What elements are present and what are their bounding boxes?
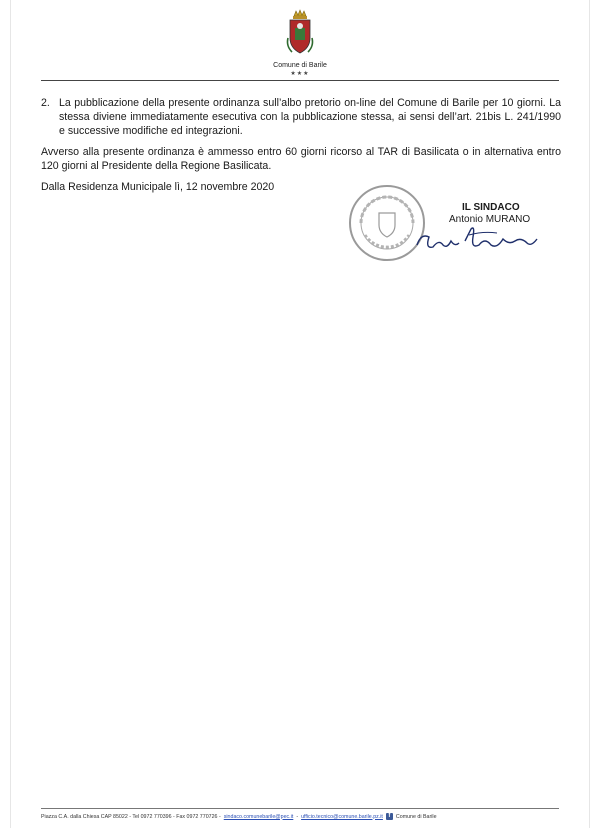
handwritten-signature-icon (413, 223, 543, 259)
list-item (41, 96, 561, 139)
pec-link[interactable]: sindaco.comunebarile@pec.it (223, 813, 294, 820)
coat-of-arms-icon (284, 8, 316, 58)
item-number: 2. (41, 97, 50, 109)
document-page (10, 0, 590, 828)
header-stars: ★★★ (290, 71, 310, 77)
ordinance-body (41, 96, 561, 194)
footer-divider (41, 808, 559, 809)
facebook-label: Comune di Barile (395, 813, 437, 820)
signature-block (347, 183, 567, 273)
facebook-icon: f (386, 813, 393, 820)
signer-title: IL SINDACO (462, 202, 520, 213)
appeal-paragraph: Avverso alla presente ordinanza è ammesso entro 60 giorni ricorso al TAR di Basilicata o in alternativa entro 120 giorni al Presidente della Regione Basilicata. (41, 145, 561, 172)
item-text: La pubblicazione della presente ordinanza sull’albo pretorio on-line del Comune di Barile per 10 giorni. La stessa diviene immediatamente esecutiva con la pubblicazione stessa, ai sensi dell’art. 21bis L. 241/1990 e successive modifiche ed integrazioni. (59, 97, 561, 138)
letterhead (11, 8, 589, 77)
email-link[interactable]: ufficio.tecnico@comune.barile.pz.it (301, 813, 383, 820)
footer-address: Piazza C.A. dalla Chiesa CAP 85022 - Tel 0972 770396 - Fax 0972 770726 - (41, 813, 221, 820)
footer-separator: - (296, 813, 299, 820)
comune-name: Comune di Barile (273, 62, 327, 69)
signer-name: Antonio MURANO (449, 214, 531, 225)
header-divider (41, 80, 559, 81)
footer (41, 813, 559, 820)
date-line: Dalla Residenza Municipale lì, 12 novembre 2020 (41, 181, 275, 194)
